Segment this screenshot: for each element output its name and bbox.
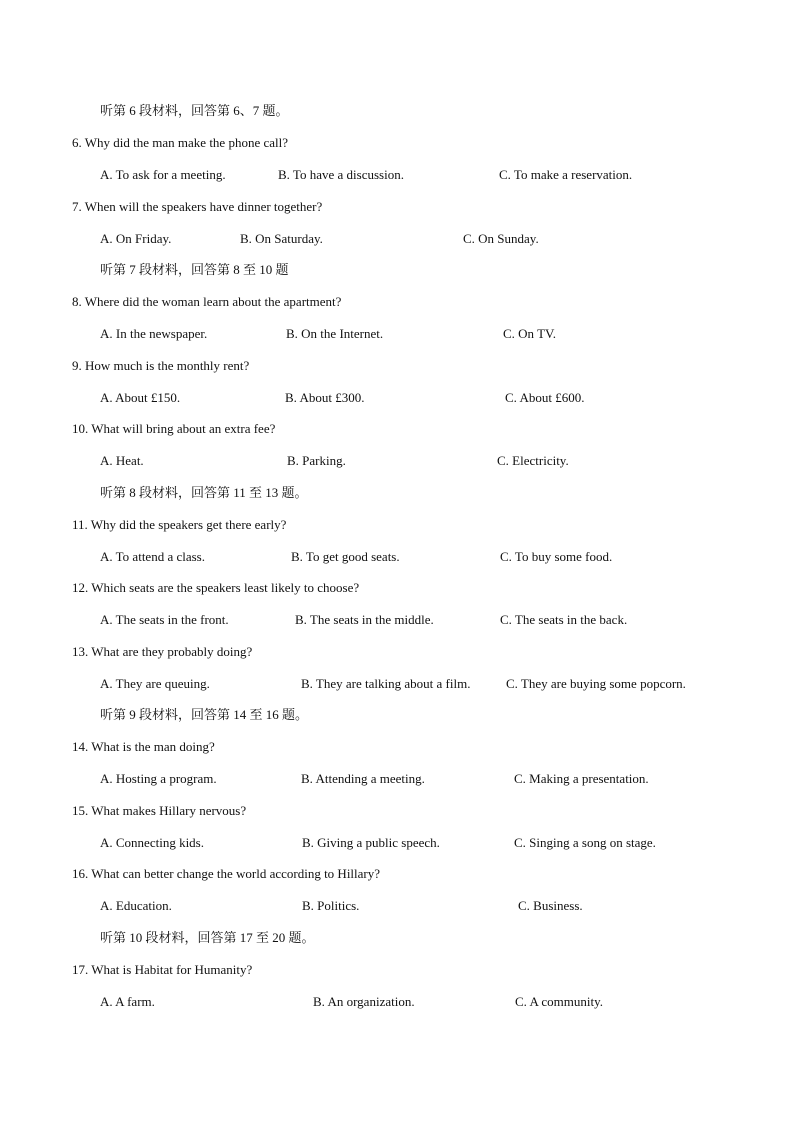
- question-text: 13. What are they probably doing?: [72, 644, 253, 659]
- option-c: C. Electricity.: [497, 453, 569, 468]
- option-b: B. They are talking about a film.: [301, 676, 471, 691]
- option-a: A. A farm.: [100, 994, 155, 1009]
- section-heading: 听第 7 段材料，回答第 8 至 10 题: [100, 262, 289, 277]
- option-b: B. On Saturday.: [240, 231, 323, 246]
- option-c: C. On TV.: [503, 326, 556, 341]
- question-text: 6. Why did the man make the phone call?: [72, 135, 288, 150]
- question-text: 17. What is Habitat for Humanity?: [72, 962, 253, 977]
- option-c: C. The seats in the back.: [500, 612, 628, 627]
- option-c: C. On Sunday.: [463, 231, 539, 246]
- question-text: 14. What is the man doing?: [72, 739, 215, 754]
- option-a: A. In the newspaper.: [100, 326, 208, 341]
- question-text: 16. What can better change the world according to Hillary?: [72, 866, 381, 881]
- question-text: 7. When will the speakers have dinner together?: [72, 199, 323, 214]
- option-b: B. On the Internet.: [286, 326, 384, 341]
- option-b: B. About £300.: [285, 390, 365, 405]
- option-c: C. To make a reservation.: [499, 167, 633, 182]
- option-b: B. Politics.: [302, 898, 360, 913]
- section-heading: 听第 9 段材料，回答第 14 至 16 题。: [100, 707, 309, 722]
- option-c: C. Making a presentation.: [514, 771, 649, 786]
- option-b: B. An organization.: [313, 994, 415, 1009]
- option-b: B. To get good seats.: [291, 549, 400, 564]
- question-text: 15. What makes Hillary nervous?: [72, 803, 247, 818]
- option-b: B. Attending a meeting.: [301, 771, 425, 786]
- option-a: A. The seats in the front.: [100, 612, 229, 627]
- option-a: A. Hosting a program.: [100, 771, 217, 786]
- option-a: A. To ask for a meeting.: [100, 167, 226, 182]
- question-text: 9. How much is the monthly rent?: [72, 358, 250, 373]
- option-c: C. Business.: [518, 898, 583, 913]
- option-a: A. They are queuing.: [100, 676, 210, 691]
- option-a: A. To attend a class.: [100, 549, 205, 564]
- option-c: C. To buy some food.: [500, 549, 613, 564]
- section-heading: 听第 6 段材料，回答第 6、7 题。: [100, 103, 289, 118]
- option-b: B. Giving a public speech.: [302, 835, 440, 850]
- question-text: 10. What will bring about an extra fee?: [72, 421, 276, 436]
- option-a: A. Education.: [100, 898, 172, 913]
- section-heading: 听第 8 段材料，回答第 11 至 13 题。: [100, 485, 308, 500]
- option-c: C. A community.: [515, 994, 603, 1009]
- option-c: C. They are buying some popcorn.: [506, 676, 686, 691]
- option-b: B. The seats in the middle.: [295, 612, 434, 627]
- option-a: A. Connecting kids.: [100, 835, 204, 850]
- question-text: 11. Why did the speakers get there early?: [72, 517, 287, 532]
- option-a: A. About £150.: [100, 390, 181, 405]
- question-text: 8. Where did the woman learn about the apartment?: [72, 294, 342, 309]
- option-a: A. Heat.: [100, 453, 144, 468]
- question-text: 12. Which seats are the speakers least likely to choose?: [72, 580, 360, 595]
- option-b: B. To have a discussion.: [278, 167, 404, 182]
- option-c: C. About £600.: [505, 390, 585, 405]
- option-b: B. Parking.: [287, 453, 346, 468]
- section-heading: 听第 10 段材料，回答第 17 至 20 题。: [100, 930, 315, 945]
- option-c: C. Singing a song on stage.: [514, 835, 656, 850]
- option-a: A. On Friday.: [100, 231, 172, 246]
